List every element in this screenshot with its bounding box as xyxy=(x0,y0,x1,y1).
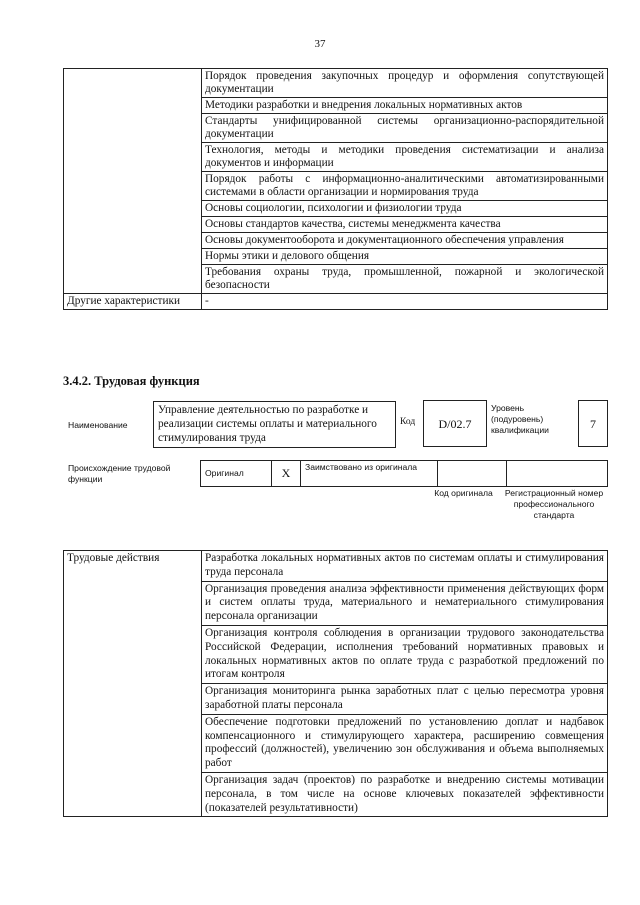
table-row xyxy=(64,294,608,310)
knowledge-item: Порядок работы с информационно-аналитическими автоматизированными системами в области организации и нормирования труда xyxy=(202,172,608,201)
reg-number-cell xyxy=(507,461,608,487)
knowledge-item: Основы стандартов качества, системы менеджмента качества xyxy=(202,217,608,233)
knowledge-table xyxy=(63,68,608,310)
empty-label-cell xyxy=(64,69,202,294)
section-heading: 3.4.2. Трудовая функция xyxy=(63,374,200,388)
origin-table xyxy=(200,460,608,487)
knowledge-item: Основы социологии, психологии и физиологии труда xyxy=(202,201,608,217)
original-code-cell xyxy=(438,461,507,487)
action-item: Организация мониторинга рынка заработных плат с целью пересмотра уровня заработной платы персонала xyxy=(202,684,608,715)
code-label: Код xyxy=(400,417,416,427)
knowledge-item: Технология, методы и методики проведения систематизации и анализа документов и информации xyxy=(202,143,608,172)
code-original-caption: Код оригинала xyxy=(434,488,493,498)
action-item: Организация задач (проектов) по разработке и внедрению системы мотивации персонала, в том числе на основе ключевых показателей эффективности (показателей результативности) xyxy=(202,772,608,816)
reg-number-caption: Регистрационный номер профессионального стандарта xyxy=(504,488,604,520)
other-characteristics-value: - xyxy=(202,294,608,310)
borrowed-label: Заимствовано из оригинала xyxy=(301,461,438,487)
action-item: Разработка локальных нормативных актов по системам оплаты и стимулирования труда персонала xyxy=(202,551,608,582)
knowledge-item: Требования охраны труда, промышленной, пожарной и экологической безопасности xyxy=(202,265,608,294)
table-row xyxy=(64,69,608,98)
knowledge-item: Методики разработки и внедрения локальных нормативных актов xyxy=(202,98,608,114)
table-row xyxy=(64,551,608,582)
knowledge-item: Стандарты унифицированной системы организационно-распорядительной документации xyxy=(202,114,608,143)
function-name-value: Управление деятельностью по разработке и реализации системы оплаты и материального стимулирования труда xyxy=(153,401,396,448)
action-item: Организация проведения анализа эффективности применения действующих форм и систем оплаты труда, материального и нематериального стимулирования персонала организации xyxy=(202,581,608,625)
original-mark: X xyxy=(272,461,301,487)
page-number: 37 xyxy=(314,38,326,50)
actions-table xyxy=(63,550,608,817)
level-label: Уровень (подуровень) квалификации xyxy=(491,403,549,435)
actions-label: Трудовые действия xyxy=(64,551,202,817)
origin-label: Происхождение трудовой функции xyxy=(68,463,171,484)
function-code-value: D/02.7 xyxy=(423,400,487,447)
knowledge-item: Нормы этики и делового общения xyxy=(202,249,608,265)
name-label: Наименование xyxy=(68,420,128,430)
level-value: 7 xyxy=(578,400,608,447)
table-row xyxy=(201,461,608,487)
original-label: Оригинал xyxy=(201,461,272,487)
action-item: Организация контроля соблюдения в организации трудового законодательства Российской Федерации, исполнения требований нормативных правовых и локальных нормативных актов по оплате труда с разработкой предложений по итогам контроля xyxy=(202,625,608,683)
action-item: Обеспечение подготовки предложений по установлению доплат и надбавок компенсационного и стимулирующего характера, расширению совмещения профессий (должностей), увеличению зон обслуживания и объема выполняемых работ xyxy=(202,714,608,772)
knowledge-item: Порядок проведения закупочных процедур и оформления сопутствующей документации xyxy=(202,69,608,98)
knowledge-item: Основы документооборота и документационного обеспечения управления xyxy=(202,233,608,249)
other-characteristics-label: Другие характеристики xyxy=(64,294,202,310)
